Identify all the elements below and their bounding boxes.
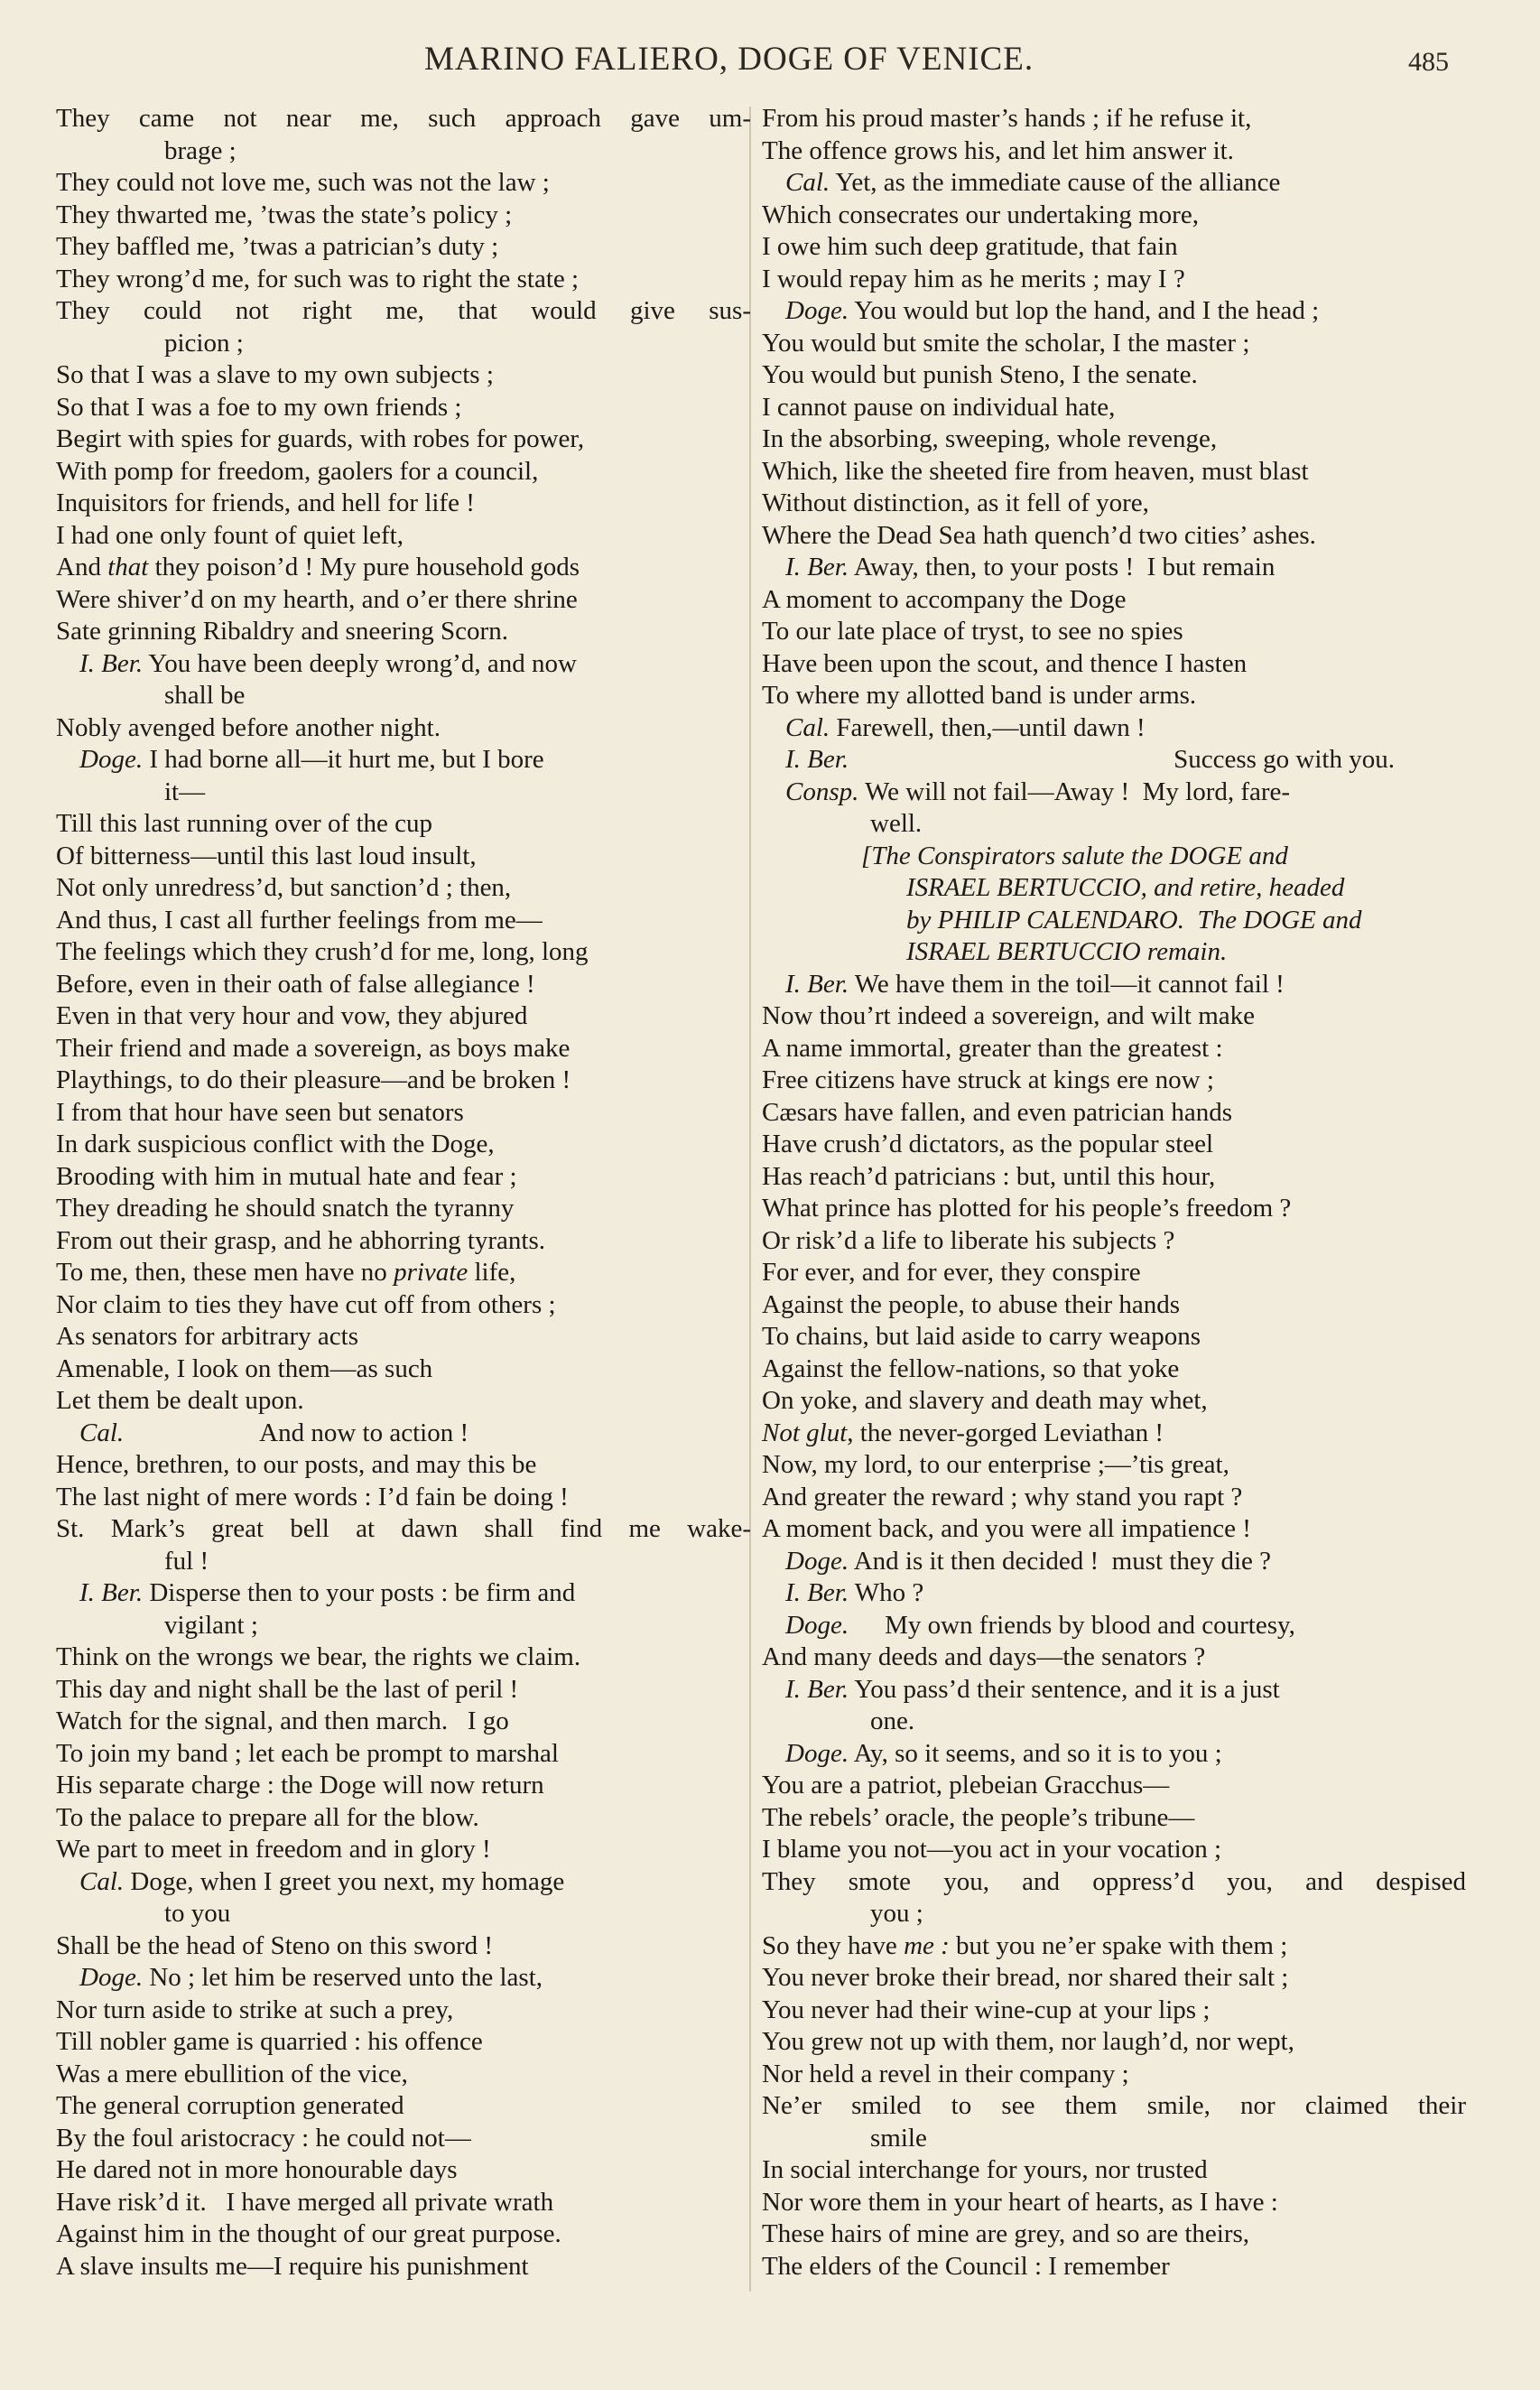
emphasis: that (107, 553, 149, 581)
verse-line: Nor claim to ties they have cut off from others ; (56, 1289, 556, 1319)
verse-text: Disperse then to your posts : be firm and (143, 1578, 576, 1607)
verse-line (56, 552, 751, 584)
verse-text: So they have (762, 1930, 905, 1960)
verse-line: The feelings which they crush’d for me, long, long (56, 937, 589, 966)
verse-line: Ne’er smiled to see them smile, nor claimed their (762, 2091, 1466, 2120)
verse-line: I owe him such deep gratitude, that fain (762, 232, 1178, 261)
running-header (0, 40, 1540, 85)
right-column (762, 103, 1466, 2283)
verse-text: but you ne’er spake with them ; (949, 1930, 1288, 1960)
verse-line: Was a mere ebullition of the vice, (56, 2059, 408, 2088)
verse-line: You would but smite the scholar, I the master ; (762, 328, 1250, 358)
verse-line: A moment to accompany the Doge (762, 584, 1127, 614)
speaker-name: Consp. (785, 777, 859, 806)
speaker-name: Cal. (785, 168, 830, 197)
verse-line (762, 1930, 1466, 1963)
verse-line: Where the Dead Sea hath quench’d two cities’ ashes. (762, 520, 1316, 550)
verse-line: Nor turn aside to strike at such a prey, (56, 1995, 454, 2024)
verse-line: Their friend and made a sovereign, as boys make (56, 1033, 571, 1063)
verse-text: Ay, so it seems, and so it is to you ; (849, 1738, 1222, 1768)
verse-line: Against the fellow-nations, so that yoke (762, 1353, 1180, 1383)
verse-line: To where my allotted band is under arms. (762, 681, 1197, 710)
verse-line: As senators for arbitrary acts (56, 1322, 358, 1351)
verse-line: Till this last running over of the cup (56, 809, 432, 838)
verse-line: These hairs of mine are grey, and so are theirs, (762, 2219, 1250, 2248)
speech-line (762, 1546, 1466, 1578)
verse-line: vigilant ; (164, 1610, 258, 1640)
verse-line: And many deeds and days—the senators ? (762, 1642, 1206, 1671)
verse-text: You pass’d their sentence, and it is a just (849, 1674, 1280, 1704)
verse-text: And (56, 553, 108, 581)
verse-line: You never had their wine-cup at your lips ; (762, 1995, 1211, 2024)
verse-line: They could not right me, that would give sus- (56, 296, 751, 325)
verse-text: We will not fail—Away ! My lord, fare- (858, 777, 1291, 806)
verse-line: In the absorbing, sweeping, whole revenge, (762, 424, 1218, 453)
stage-direction: ISRAEL BERTUCCIO, and retire, headed (906, 873, 1345, 902)
speech-line (762, 1674, 1466, 1706)
verse-line: Have crush’d dictators, as the popular steel (762, 1130, 1214, 1158)
verse-line: brage ; (164, 135, 237, 165)
verse-line: Has reach’d patricians : but, until this hour, (762, 1161, 1216, 1191)
verse-text: they poison’d ! My pure household gods (148, 553, 580, 581)
speech-line (762, 167, 1466, 200)
emphasis: private (394, 1258, 468, 1287)
verse-line: Or risk’d a life to liberate his subjects ? (762, 1225, 1175, 1255)
verse-line: I blame you not—you act in your vocation ; (762, 1835, 1222, 1864)
verse-text: To me, then, these men have no (56, 1258, 394, 1287)
speech-line (762, 744, 1466, 777)
verse-line: In dark suspicious conflict with the Doge, (56, 1130, 495, 1158)
verse-line: Not only unredress’d, but sanction’d ; then, (56, 873, 512, 902)
verse-line: To our late place of tryst, to see no spies (762, 617, 1183, 646)
verse-line: Begirt with spies for guards, with robes for power, (56, 424, 585, 453)
speaker-name: I. Ber. (79, 1578, 144, 1607)
speaker-name: Doge. (785, 1610, 849, 1640)
verse-text: , the never-gorged Leviathan ! (847, 1418, 1164, 1447)
verse-text: You would but lop the hand, and I the head ; (849, 296, 1320, 325)
verse-line: Inquisitors for friends, and hell for life ! (56, 488, 475, 517)
verse-text: My own friends by blood and courtesy, (885, 1610, 1295, 1640)
verse-line: By the foul aristocracy : he could not— (56, 2123, 471, 2153)
verse-line: shall be (164, 681, 246, 710)
verse-line: it— (164, 777, 206, 806)
verse-line: Of bitterness—until this last loud insult, (56, 841, 477, 870)
verse-line: The elders of the Council : I remember (762, 2251, 1170, 2281)
verse-line: Now thou’rt indeed a sovereign, and wilt make (762, 1001, 1256, 1030)
verse-line (762, 1418, 1466, 1450)
verse-line: Have been upon the scout, and thence I hasten (762, 648, 1248, 678)
speaker-name: Cal. (79, 1866, 125, 1896)
speaker-name: I. Ber. (785, 969, 849, 999)
speech-line (762, 552, 1466, 584)
speech-line (762, 969, 1466, 1001)
verse-line: Were shiver’d on my hearth, and o’er there shrine (56, 584, 578, 614)
verse-line: Against the people, to abuse their hands (762, 1289, 1181, 1319)
verse-text: I had borne all—it hurt me, but I bore (143, 745, 544, 774)
verse-line: to you (164, 1899, 231, 1928)
verse-line: We part to meet in freedom and in glory ! (56, 1835, 491, 1864)
verse-line: What prince has plotted for his people’s freedom ? (762, 1194, 1292, 1223)
verse-text: Yet, as the immediate cause of the alliance (830, 168, 1281, 197)
speaker-name: Cal. (79, 1418, 125, 1447)
speech-line (762, 295, 1466, 328)
verse-line: Against him in the thought of our great purpose. (56, 2219, 561, 2248)
verse-line: He dared not in more honourable days (56, 2155, 458, 2184)
speech-line (762, 777, 1466, 809)
verse-line: On yoke, and slavery and death may whet, (762, 1386, 1208, 1415)
verse-line: They baffled me, ’twas a patrician’s duty ; (56, 232, 499, 261)
verse-line: smile (870, 2123, 927, 2153)
verse-line: Shall be the head of Steno on this sword ! (56, 1930, 494, 1960)
verse-line: You grew not up with them, nor laugh’d, nor wept, (762, 2027, 1294, 2056)
emphasis: me : (904, 1930, 950, 1960)
verse-line: Which consecrates our undertaking more, (762, 200, 1199, 229)
emphasis: Not glut (762, 1418, 848, 1447)
verse-line: Cæsars have fallen, and even patrician hands (762, 1097, 1233, 1127)
page-number: 485 (1408, 47, 1449, 77)
verse-line: St. Mark’s great bell at dawn shall find me wake- (56, 1514, 751, 1543)
verse-line: They came not near me, such approach gave um- (56, 104, 751, 133)
speaker-name: I. Ber. (785, 553, 849, 581)
speaker-name: Doge. (785, 1738, 849, 1768)
verse-text: And is it then decided ! must they die ? (849, 1546, 1272, 1576)
verse-line: Think on the wrongs we bear, the rights we claim. (56, 1642, 581, 1671)
verse-line: Let them be dealt upon. (56, 1386, 304, 1415)
verse-text: No ; let him be reserved unto the last, (143, 1963, 543, 1992)
verse-text: You have been deeply wrong’d, and now (143, 648, 577, 678)
verse-line: Till nobler game is quarried : his offence (56, 2027, 483, 2056)
running-title: MARINO FALIERO, DOGE OF VENICE. (424, 41, 1034, 78)
verse-text: Doge, when I greet you next, my homage (124, 1866, 565, 1896)
verse-text: Away, then, to your posts ! I but remain (849, 553, 1276, 581)
verse-line (56, 1257, 751, 1289)
speech-line (762, 1577, 1466, 1610)
speaker-name: Cal. (785, 712, 830, 742)
verse-line: Even in that very hour and vow, they abjured (56, 1001, 528, 1030)
verse-line: Watch for the signal, and then march. I go (56, 1706, 509, 1735)
verse-line: A name immortal, greater than the greatest : (762, 1033, 1223, 1063)
verse-line: They wrong’d me, for such was to right the state ; (56, 264, 580, 293)
verse-line: With pomp for freedom, gaolers for a council, (56, 456, 539, 486)
verse-line: Free citizens have struck at kings ere now ; (762, 1065, 1214, 1094)
verse-text: Who ? (849, 1578, 924, 1607)
speech-line (762, 712, 1466, 745)
verse-text: life, (468, 1258, 516, 1287)
verse-line: well. (870, 809, 923, 838)
verse-line: The last night of mere words : I’d fain be doing ! (56, 1482, 569, 1511)
verse-line: Nobly avenged before another night. (56, 712, 441, 742)
speaker-name: I. Ber. (785, 1578, 849, 1607)
verse-line: The offence grows his, and let him answer it. (762, 135, 1234, 165)
verse-line: From out their grasp, and he abhorring tyrants. (56, 1225, 546, 1255)
verse-line: I from that hour have seen but senators (56, 1097, 464, 1127)
speaker-name: Doge. (785, 296, 849, 325)
verse-line: And greater the reward ; why stand you rapt ? (762, 1482, 1243, 1511)
verse-line: I had one only fount of quiet left, (56, 520, 404, 550)
speech-line (56, 744, 751, 777)
verse-line: Have risk’d it. I have merged all private wrath (56, 2187, 554, 2217)
verse-line: They dreading he should snatch the tyranny (56, 1194, 515, 1223)
verse-line: They smote you, and oppress’d you, and despised (762, 1866, 1466, 1896)
speaker-name: Doge. (785, 1546, 849, 1576)
verse-line: And thus, I cast all further feelings from me— (56, 905, 543, 935)
speaker-name: I. Ber. (785, 1674, 849, 1704)
verse-line: In social interchange for yours, nor trusted (762, 2155, 1208, 2184)
verse-line: Playthings, to do their pleasure—and be broken ! (56, 1065, 571, 1094)
stage-direction: by PHILIP CALENDARO. The DOGE and (906, 905, 1362, 935)
speaker-name: I. Ber. (785, 745, 849, 774)
verse-line: The rebels’ oracle, the people’s tribune— (762, 1802, 1195, 1832)
verse-line: Before, even in their oath of false allegiance ! (56, 969, 535, 999)
speech-line (56, 1962, 751, 1995)
verse-text: And now to action ! (259, 1418, 469, 1447)
verse-line: You never broke their bread, nor shared their salt ; (762, 1963, 1289, 1992)
verse-line: Nor wore them in your heart of hearts, as I have : (762, 2187, 1278, 2217)
verse-line: A slave insults me—I require his punishment (56, 2251, 529, 2281)
verse-line: Sate grinning Ribaldry and sneering Scorn. (56, 617, 508, 646)
speaker-name: I. Ber. (79, 648, 144, 678)
verse-text: We have them in the toil—it cannot fail ! (849, 969, 1285, 999)
verse-line: Brooding with him in mutual hate and fear ; (56, 1161, 517, 1191)
verse-line: I would repay him as he merits ; may I ? (762, 264, 1185, 293)
verse-line: The general corruption generated (56, 2091, 404, 2120)
verse-line: To chains, but laid aside to carry weapons (762, 1322, 1201, 1351)
verse-text: Success go with you. (1174, 745, 1395, 774)
speech-line (762, 1738, 1466, 1771)
speech-line (56, 1418, 751, 1450)
verse-line: A moment back, and you were all impatience ! (762, 1514, 1251, 1543)
left-column (56, 103, 751, 2283)
verse-line: one. (870, 1706, 915, 1735)
speech-line (762, 1610, 1466, 1642)
verse-line: Without distinction, as it fell of yore, (762, 488, 1149, 517)
verse-text: Farewell, then,—until dawn ! (830, 712, 1146, 742)
verse-line: From his proud master’s hands ; if he refuse it, (762, 104, 1252, 133)
verse-line: You would but punish Steno, I the senate. (762, 360, 1198, 389)
verse-line: Hence, brethren, to our posts, and may this be (56, 1450, 537, 1479)
verse-line: For ever, and for ever, they conspire (762, 1258, 1141, 1287)
verse-line: Which, like the sheeted fire from heaven, must blast (762, 456, 1309, 486)
verse-line: This day and night shall be the last of peril ! (56, 1674, 519, 1704)
verse-line: I cannot pause on individual hate, (762, 392, 1116, 422)
verse-line: ful ! (164, 1546, 209, 1576)
verse-line: Now, my lord, to our enterprise ;—’tis great, (762, 1450, 1229, 1479)
speech-line (56, 1577, 751, 1610)
speech-line (56, 1866, 751, 1899)
verse-line: To join my band ; let each be prompt to marshal (56, 1738, 559, 1768)
verse-line: you ; (870, 1899, 923, 1928)
verse-line: So that I was a slave to my own subjects ; (56, 360, 494, 389)
verse-line: They thwarted me, ’twas the state’s policy ; (56, 200, 513, 229)
verse-line: Nor held a revel in their company ; (762, 2059, 1129, 2088)
verse-line: To the palace to prepare all for the blow. (56, 1802, 479, 1832)
speaker-name: Doge. (79, 745, 144, 774)
verse-line: You are a patriot, plebeian Gracchus— (762, 1771, 1170, 1799)
speaker-name: Doge. (79, 1963, 144, 1992)
verse-line: His separate charge : the Doge will now return (56, 1771, 544, 1799)
stage-direction: [The Conspirators salute the DOGE and (861, 841, 1288, 870)
verse-line: picion ; (164, 328, 244, 358)
verse-line: So that I was a foe to my own friends ; (56, 392, 462, 422)
stage-direction: ISRAEL BERTUCCIO remain. (906, 937, 1228, 966)
verse-line: Amenable, I look on them—as such (56, 1353, 433, 1383)
verse-line: They could not love me, such was not the law ; (56, 168, 550, 197)
speech-line (56, 648, 751, 681)
